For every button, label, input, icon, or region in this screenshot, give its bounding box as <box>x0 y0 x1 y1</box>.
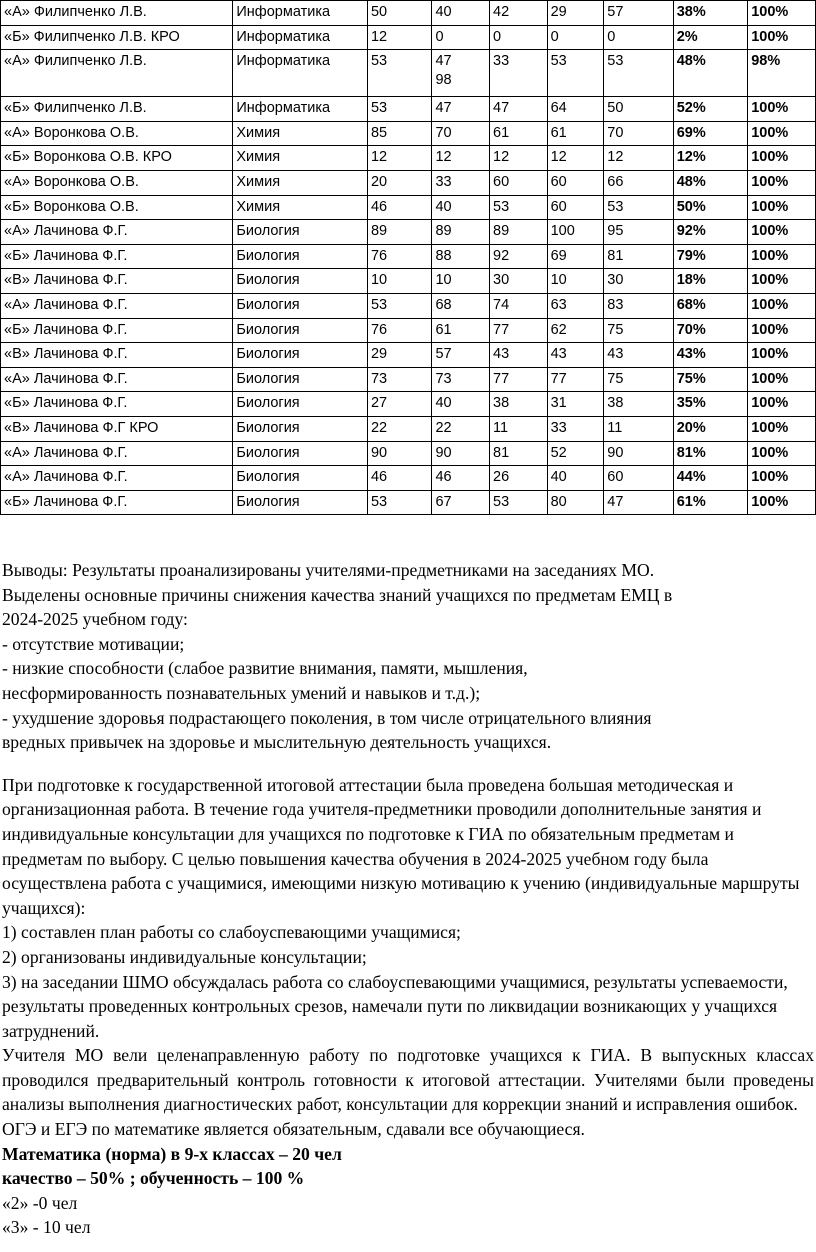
value-cell: 60 <box>604 466 673 491</box>
value-cell: 12 <box>432 146 490 171</box>
quality-cell: 75% <box>673 367 748 392</box>
subject-cell: Биология <box>233 416 368 441</box>
quality-cell: 68% <box>673 293 748 318</box>
success-cell: 100% <box>748 25 816 50</box>
value-cell: 53 <box>490 195 548 220</box>
success-cell: 100% <box>748 170 816 195</box>
value-cell: 53 <box>490 490 548 515</box>
results-table-body <box>1 1 816 515</box>
success-cell: 100% <box>748 318 816 343</box>
value-cell: 12 <box>367 25 431 50</box>
math-heading: Математика (норма) в 9-х классах – 20 чел <box>2 1143 342 1164</box>
subject-cell: Химия <box>233 146 368 171</box>
success-cell: 100% <box>748 220 816 245</box>
teacher-cell: «Б» Лачинова Ф.Г. <box>1 490 233 515</box>
quality-cell: 52% <box>673 97 748 122</box>
value-cell: 88 <box>432 244 490 269</box>
value-cell: 46 <box>432 466 490 491</box>
table-row <box>1 269 816 294</box>
table-row <box>1 170 816 195</box>
conclusions-line: Выводы: Результаты проанализированы учителями-предметниками на заседаниях МО. <box>2 560 655 580</box>
teacher-cell: «А» Лачинова Ф.Г. <box>1 367 233 392</box>
mo-work-paragraph: Учителя МО вели целенаправленную работу по подготовке учащихся к ГИА. В выпускных классах проводился предварительный контроль готовности к итоговой аттестации. Учителями были проведены анализы выполнения диагностических работ, консультации для коррекции знаний и исправления ошибок. <box>2 1045 814 1115</box>
value-cell: 70 <box>432 121 490 146</box>
cell-line: 47 <box>435 53 452 70</box>
table-row <box>1 220 816 245</box>
table-row <box>1 50 816 97</box>
subject-cell: Биология <box>233 293 368 318</box>
teacher-cell: «Б» Лачинова Ф.Г. <box>1 244 233 269</box>
teacher-cell: «А» Филипченко Л.В. <box>1 1 233 26</box>
value-cell: 60 <box>547 170 604 195</box>
conclusions-section <box>2 558 814 755</box>
value-cell: 0 <box>604 25 673 50</box>
subject-cell: Биология <box>233 343 368 368</box>
value-cell: 42 <box>490 1 548 26</box>
value-cell: 69 <box>547 244 604 269</box>
value-cell: 90 <box>367 441 431 466</box>
quality-cell: 50% <box>673 195 748 220</box>
value-cell: 12 <box>604 146 673 171</box>
table-row <box>1 293 816 318</box>
cell-line: 98 <box>435 72 452 89</box>
preparation-item: 1) составлен план работы со слабоуспевающими учащимися; <box>2 922 461 943</box>
table-row <box>1 343 816 368</box>
grade-2-count: «2» -0 чел <box>2 1192 78 1213</box>
value-cell: 33 <box>432 170 490 195</box>
value-cell: 10 <box>547 269 604 294</box>
value-cell: 53 <box>604 50 673 97</box>
table-row <box>1 490 816 515</box>
value-cell: 67 <box>432 490 490 515</box>
exams-note: ОГЭ и ЕГЭ по математике является обязательным, сдавали все обучающиеся. <box>2 1119 585 1140</box>
value-cell: 89 <box>367 220 431 245</box>
quality-cell: 18% <box>673 269 748 294</box>
value-cell: 27 <box>367 392 431 417</box>
value-cell: 33 <box>547 416 604 441</box>
subject-cell: Информатика <box>233 50 368 97</box>
subject-cell: Биология <box>233 318 368 343</box>
value-cell: 80 <box>547 490 604 515</box>
value-cell: 40 <box>432 195 490 220</box>
teacher-cell: «А» Лачинова Ф.Г. <box>1 466 233 491</box>
success-cell: 98% <box>748 50 816 97</box>
quality-cell: 38% <box>673 1 748 26</box>
value-cell: 33 <box>490 50 548 97</box>
conclusions-line: 2024-2025 учебном году: <box>2 609 188 630</box>
value-cell: 53 <box>367 50 431 97</box>
value-cell: 61 <box>432 318 490 343</box>
value-cell: 73 <box>432 367 490 392</box>
value-cell: 89 <box>490 220 548 245</box>
success-cell: 100% <box>748 146 816 171</box>
subject-cell: Информатика <box>233 25 368 50</box>
value-cell: 75 <box>604 318 673 343</box>
success-cell: 100% <box>748 367 816 392</box>
quality-cell: 35% <box>673 392 748 417</box>
subject-cell: Информатика <box>233 1 368 26</box>
preparation-item: 3) на заседании ШМО обсуждалась работа со слабоуспевающими учащимися, результаты успеваемости, результаты проведенных контрольных срезов, намечали пути по ликвидации возникающих у учащихся затруднений. <box>2 971 788 1041</box>
value-cell: 77 <box>490 318 548 343</box>
table-row <box>1 25 816 50</box>
value-cell: 0 <box>432 25 490 50</box>
subject-cell: Информатика <box>233 97 368 122</box>
quality-cell: 70% <box>673 318 748 343</box>
value-cell: 95 <box>604 220 673 245</box>
value-cell: 38 <box>490 392 548 417</box>
teacher-cell: «В» Лачинова Ф.Г КРО <box>1 416 233 441</box>
success-cell: 100% <box>748 416 816 441</box>
value-cell: 47 <box>432 97 490 122</box>
quality-cell: 81% <box>673 441 748 466</box>
value-cell: 22 <box>432 416 490 441</box>
value-cell: 29 <box>367 343 431 368</box>
table-row <box>1 97 816 122</box>
value-cell: 66 <box>604 170 673 195</box>
value-cell: 53 <box>604 195 673 220</box>
value-cell: 11 <box>604 416 673 441</box>
table-row <box>1 416 816 441</box>
value-cell: 46 <box>367 466 431 491</box>
quality-cell: 43% <box>673 343 748 368</box>
table-row <box>1 367 816 392</box>
value-cell: 100 <box>547 220 604 245</box>
success-cell: 100% <box>748 97 816 122</box>
conclusions-line: - отсутствие мотивации; <box>2 633 185 654</box>
table-row <box>1 466 816 491</box>
value-cell: 64 <box>547 97 604 122</box>
value-cell: 75 <box>604 367 673 392</box>
success-cell: 100% <box>748 490 816 515</box>
success-cell: 100% <box>748 392 816 417</box>
subject-cell: Биология <box>233 220 368 245</box>
value-cell: 76 <box>367 318 431 343</box>
subject-cell: Биология <box>233 244 368 269</box>
value-cell: 20 <box>367 170 431 195</box>
value-cell: 90 <box>432 441 490 466</box>
value-cell: 53 <box>367 97 431 122</box>
teacher-cell: «Б» Лачинова Ф.Г. <box>1 392 233 417</box>
results-table <box>0 0 816 515</box>
success-cell: 100% <box>748 293 816 318</box>
value-cell: 52 <box>547 441 604 466</box>
document-body <box>2 558 814 1240</box>
subject-cell: Биология <box>233 392 368 417</box>
subject-cell: Биология <box>233 441 368 466</box>
value-cell: 68 <box>432 293 490 318</box>
subject-cell: Химия <box>233 170 368 195</box>
quality-cell: 69% <box>673 121 748 146</box>
quality-cell: 2% <box>673 25 748 50</box>
success-cell: 100% <box>748 343 816 368</box>
value-cell: 62 <box>547 318 604 343</box>
value-cell: 77 <box>547 367 604 392</box>
value-cell: 40 <box>432 1 490 26</box>
value-cell: 47 <box>604 490 673 515</box>
value-cell: 60 <box>490 170 548 195</box>
quality-cell: 48% <box>673 50 748 97</box>
teacher-cell: «А» Филипченко Л.В. <box>1 50 233 97</box>
teacher-cell: «А» Лачинова Ф.Г. <box>1 220 233 245</box>
value-cell: 81 <box>490 441 548 466</box>
value-cell: 11 <box>490 416 548 441</box>
conclusions-line: вредных привычек на здоровье и мыслительную деятельность учащихся. <box>2 732 552 753</box>
table-row <box>1 1 816 26</box>
value-cell: 43 <box>604 343 673 368</box>
value-cell: 38 <box>604 392 673 417</box>
value-cell: 31 <box>547 392 604 417</box>
value-cell: 92 <box>490 244 548 269</box>
subject-cell: Биология <box>233 490 368 515</box>
quality-cell: 79% <box>673 244 748 269</box>
teacher-cell: «В» Лачинова Ф.Г. <box>1 269 233 294</box>
value-cell: 29 <box>547 1 604 26</box>
success-cell: 100% <box>748 441 816 466</box>
value-cell: 85 <box>367 121 431 146</box>
value-cell: 12 <box>367 146 431 171</box>
value-cell: 70 <box>604 121 673 146</box>
teacher-cell: «Б» Воронкова О.В. <box>1 195 233 220</box>
quality-cell: 20% <box>673 416 748 441</box>
value-cell: 12 <box>547 146 604 171</box>
success-cell: 100% <box>748 1 816 26</box>
value-cell: 83 <box>604 293 673 318</box>
value-cell: 74 <box>490 293 548 318</box>
value-cell: 90 <box>604 441 673 466</box>
success-cell: 100% <box>748 244 816 269</box>
value-cell: 57 <box>604 1 673 26</box>
teacher-cell: «Б» Филипченко Л.В. <box>1 97 233 122</box>
teacher-cell: «А» Лачинова Ф.Г. <box>1 293 233 318</box>
conclusions-line: - низкие способности (слабое развитие внимания, памяти, мышления, <box>2 658 528 679</box>
value-cell: 43 <box>490 343 548 368</box>
value-cell: 22 <box>367 416 431 441</box>
value-cell: 46 <box>367 195 431 220</box>
value-cell: 61 <box>547 121 604 146</box>
quality-cell: 12% <box>673 146 748 171</box>
teacher-cell: «Б» Лачинова Ф.Г. <box>1 318 233 343</box>
value-cell: 0 <box>490 25 548 50</box>
conclusions-line: несформированность познавательных умений и навыков и т.д.); <box>2 682 481 703</box>
value-cell: 53 <box>547 50 604 97</box>
value-cell: 50 <box>367 1 431 26</box>
teacher-cell: «А» Лачинова Ф.Г. <box>1 441 233 466</box>
value-cell: 57 <box>432 343 490 368</box>
table-row <box>1 146 816 171</box>
success-cell: 100% <box>748 121 816 146</box>
table-row <box>1 318 816 343</box>
value-cell <box>432 50 490 97</box>
teacher-cell: «Б» Воронкова О.В. КРО <box>1 146 233 171</box>
value-cell: 43 <box>547 343 604 368</box>
preparation-item: 2) организованы индивидуальные консультации; <box>2 946 367 967</box>
success-cell: 100% <box>748 269 816 294</box>
subject-cell: Химия <box>233 195 368 220</box>
value-cell: 63 <box>547 293 604 318</box>
quality-cell: 92% <box>673 220 748 245</box>
value-cell: 12 <box>490 146 548 171</box>
value-cell: 47 <box>490 97 548 122</box>
value-cell: 89 <box>432 220 490 245</box>
subject-cell: Биология <box>233 269 368 294</box>
success-cell: 100% <box>748 195 816 220</box>
value-cell: 0 <box>547 25 604 50</box>
quality-cell: 44% <box>673 466 748 491</box>
conclusions-line: Выделены основные причины снижения качества знаний учащихся по предметам ЕМЦ в <box>2 584 673 605</box>
math-quality: качество – 50% ; обученность – 100 % <box>2 1168 305 1189</box>
value-cell: 50 <box>604 97 673 122</box>
value-cell: 40 <box>432 392 490 417</box>
preparation-intro: При подготовке к государственной итоговой аттестации была проведена большая методическая и организационная работа. В течение года учителя-предметники проводили дополнительные занятия и индивидуальные консультации для учащихся по подготовке к ГИА по обязательным предметам и предметам по выбору. С целью повышения качества обучения в 2024-2025 учебном году была осуществлена работа с учащимися, имеющими низкую мотивацию к учению (индивидуальные маршруты учащихся): <box>2 774 800 918</box>
value-cell: 53 <box>367 490 431 515</box>
subject-cell: Химия <box>233 121 368 146</box>
value-cell: 76 <box>367 244 431 269</box>
table-row <box>1 195 816 220</box>
conclusions-line: - ухудшение здоровья подрастающего поколения, в том числе отрицательного влияния <box>2 707 652 728</box>
table-row <box>1 244 816 269</box>
quality-cell: 48% <box>673 170 748 195</box>
table-row <box>1 441 816 466</box>
subject-cell: Биология <box>233 367 368 392</box>
teacher-cell: «А» Воронкова О.В. <box>1 170 233 195</box>
success-cell: 100% <box>748 466 816 491</box>
value-cell: 81 <box>604 244 673 269</box>
table-row <box>1 392 816 417</box>
quality-cell: 61% <box>673 490 748 515</box>
value-cell: 40 <box>547 466 604 491</box>
subject-cell: Биология <box>233 466 368 491</box>
teacher-cell: «Б» Филипченко Л.В. КРО <box>1 25 233 50</box>
value-cell: 10 <box>367 269 431 294</box>
grade-3-count: «3» - 10 чел <box>2 1217 91 1238</box>
teacher-cell: «А» Воронкова О.В. <box>1 121 233 146</box>
teacher-cell: «В» Лачинова Ф.Г. <box>1 343 233 368</box>
value-cell: 30 <box>604 269 673 294</box>
value-cell: 53 <box>367 293 431 318</box>
value-cell: 61 <box>490 121 548 146</box>
value-cell: 77 <box>490 367 548 392</box>
value-cell: 60 <box>547 195 604 220</box>
table-row <box>1 121 816 146</box>
value-cell: 26 <box>490 466 548 491</box>
value-cell: 73 <box>367 367 431 392</box>
value-cell: 10 <box>432 269 490 294</box>
value-cell: 30 <box>490 269 548 294</box>
